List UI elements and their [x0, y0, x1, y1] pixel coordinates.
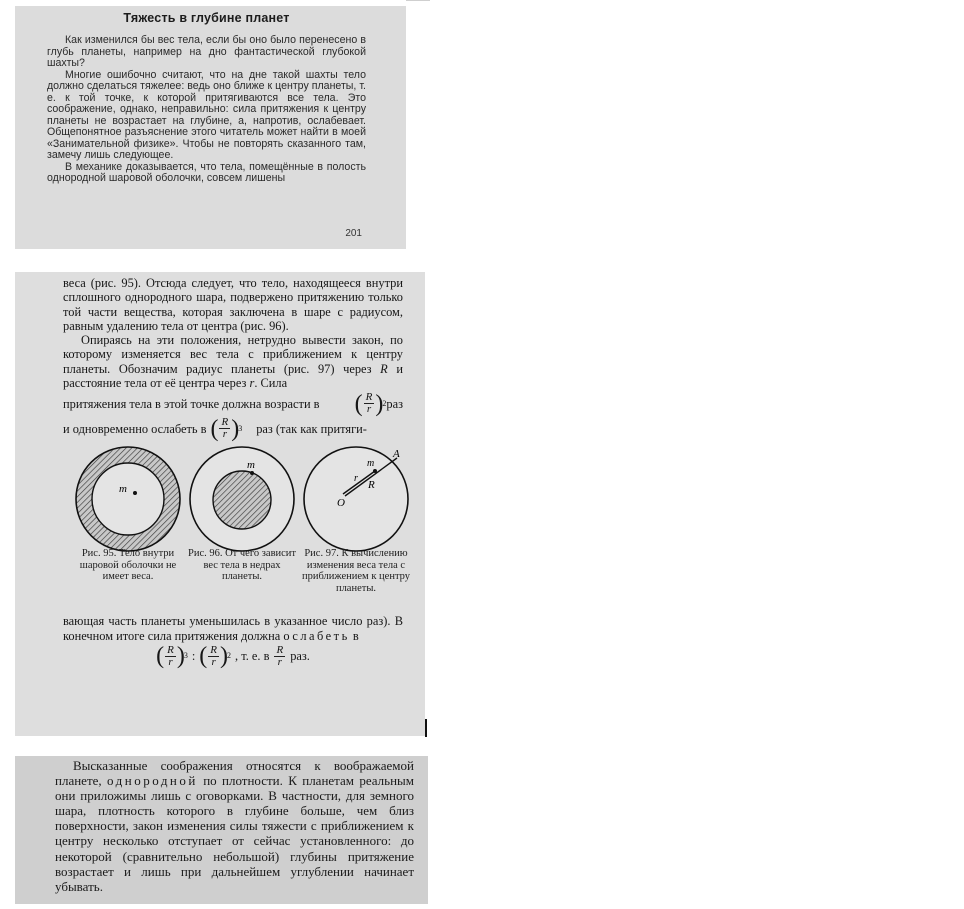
paragraph-text: раз: [386, 396, 403, 411]
caption-fig-95: Рис. 95. Тело внутри шаровой оболочки не имеет веса.: [79, 548, 177, 583]
frac-denominator: r: [222, 428, 227, 441]
paragraph-text: и одновременно ослабеть в: [63, 421, 207, 436]
figure-96-sphere: [187, 444, 297, 554]
page-scan-figures: [15, 272, 425, 736]
exponent: 2: [227, 651, 232, 661]
frac-numerator: R: [365, 391, 373, 404]
paragraph: [63, 333, 403, 390]
paragraph-text: в: [352, 628, 359, 643]
paragraph-text: . Сила: [254, 376, 288, 391]
exponent: 2: [382, 398, 387, 408]
frac-numerator: R: [167, 643, 174, 656]
label-r: r: [354, 473, 358, 485]
label-m: m: [119, 483, 127, 496]
shell-cavity: [92, 463, 164, 535]
paragraph-text: раз (так как притяги-: [256, 421, 367, 436]
label-m: m: [367, 458, 375, 470]
frac-numerator: R: [276, 643, 284, 656]
planet-outline: [304, 447, 408, 551]
paragraph-text: , т. е. в: [235, 649, 270, 664]
paragraph-text: притяжения тела в этой точке должна возрасти в: [63, 396, 320, 411]
paragraph-text: Высказанные соображения относятся к воображаемой планете,: [55, 758, 414, 789]
frac-denominator: r: [366, 403, 372, 416]
exponent: 3: [238, 423, 243, 433]
figures-row: [15, 444, 425, 614]
scan-edge-line: [406, 0, 430, 1]
page-number: 201: [345, 228, 362, 239]
emphasis-spaced: однородной: [107, 773, 198, 789]
text-cursor: [425, 719, 427, 737]
frac-denominator: r: [168, 655, 173, 668]
figure-95-shell: [73, 444, 183, 554]
label-A: A: [393, 448, 400, 461]
operator-colon: :: [191, 649, 196, 664]
paragraph-text: вающая часть планеты уменьшилась в указанное число раз). В конечном итоге сила притяжения должна: [63, 614, 403, 643]
exponent: 3: [183, 651, 188, 661]
emphasis-spaced: ослабеть: [283, 628, 350, 643]
paragraph: [55, 758, 414, 894]
paragraph-text: по плотности. К планетам реальным они приложимы лишь с оговорками. В частности, для земного шара, плотность которого в глубине больше, чем близ поверхности, закон изменения силы тяжести с приближением к центру несколько отступает от сейчас установленного: до некоторой (сравнительно небольшой) глубины притяжение возрастает и лишь при дальнейшем углублении начинает убывать.: [55, 773, 415, 894]
label-O: O: [337, 497, 345, 510]
math-line-weaken: [63, 417, 403, 440]
page-scan-conclusion: [15, 756, 428, 904]
math-line-increase: [63, 392, 403, 415]
mass-point: [373, 469, 377, 473]
mass-point: [133, 491, 137, 495]
paragraph: Многие ошибочно считают, что на дне такой шахты тело должно сделаться тяжелее: ведь оно ближе к центру планеты, т. е. к той точке, к которой притягиваются все тела. Это соображение, однако, неправильно: сила притяжения к центру планеты не возрастает на глубине, а, напротив, ослабевает. Общепонятное разъяснение этого читатель может найти в моей «Занимательной физике». Чтобы не повторять сказанного там, замечу лишь следующее.: [47, 68, 366, 161]
paragraph: Как изменился бы вес тела, если бы оно было перенесено в глубь планеты, например на дно фантастической глубокой шахты?: [47, 34, 366, 69]
paragraph: В механике доказывается, что тела, помещённые в полость однородной шаровой оболочки, совсем лишены: [47, 160, 366, 184]
frac-numerator: R: [221, 416, 229, 429]
label-R: R: [368, 479, 375, 492]
paragraph-text: раз.: [290, 649, 310, 664]
caption-fig-96: Рис. 96. От чего зависит вес тела в недрах планеты.: [187, 548, 297, 583]
final-formula: ( $\frac{R}{r}$ ) 3 : ( $\frac{R}{r}$ ) 2 , т. е. в $\frac{R}{r}$ раз.: [156, 643, 310, 670]
caption-fig-97: Рис. 97. К вычислению изменения веса тела с приближением к центру планеты.: [301, 548, 411, 594]
page-scan-201: [15, 6, 406, 249]
figure-97-radii: [301, 444, 411, 554]
mass-point: [250, 471, 254, 475]
frac-numerator: R: [210, 643, 218, 656]
paragraph: веса (рис. 95). Отсюда следует, что тело, находящееся внутри сплошного однородного шара, подвержено притяжению только той части вещества, которая заключена в шаре с радиусом, равным удалению тела от центра (рис. 96).: [63, 276, 403, 333]
paragraph: [63, 614, 403, 643]
inner-sphere: [213, 471, 271, 529]
frac-denominator: r: [277, 655, 282, 668]
symbol-R: R: [380, 361, 388, 376]
label-m: m: [247, 459, 255, 472]
frac-denominator: r: [211, 655, 216, 668]
section-title: Тяжесть в глубине планет: [123, 11, 290, 25]
symbol-r: r: [249, 376, 255, 391]
paragraph-text: и расстояние тела от её центра через: [63, 361, 403, 391]
fraction-power: ( $\frac{R}{r}$ ) 2 раз: [354, 390, 403, 417]
fraction-power: ( $\frac{R}{r}$ ) 3: [210, 415, 243, 442]
paragraph-text: Опираясь на эти положения, нетрудно вывести закон, по которому изменяется вес тела с приближением к центру планеты. Обозначим радиус планеты (рис. 97) через: [63, 333, 403, 376]
